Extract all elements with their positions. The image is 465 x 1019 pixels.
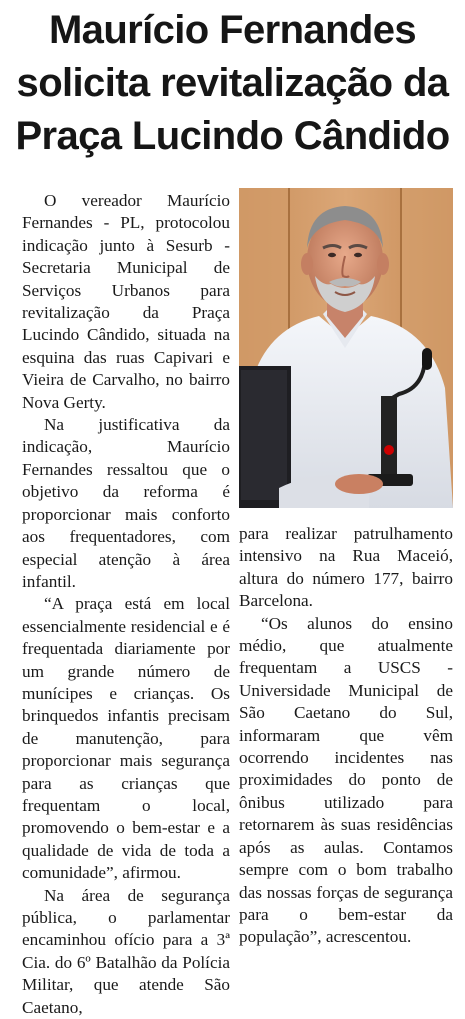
councilman-photo	[239, 188, 453, 508]
article-right-column	[239, 523, 453, 949]
paragraph-5: para realizar patrulhamento intensivo na Rua Maceió, altura do número 177, bairro Barcelona.	[239, 524, 453, 611]
headline	[0, 4, 465, 163]
article-left-column	[22, 190, 230, 1019]
headline-line-2: solicita revitalização da	[16, 61, 449, 105]
headline-line-3: Praça Lucindo Cândido	[15, 114, 450, 158]
paragraph-6: “Os alunos do ensino médio, que atualmente frequentam a USCS - Universidade Municipal de São Caetano do Sul, informaram que vêm ocorrendo incidentes nas proximidades do ponto de ônibus utilizado para retornarem às suas residências após as aulas. Contamos sempre com o bom trabalho das nossas forças de segurança para o bem-estar da população”, acrescentou.	[239, 613, 453, 947]
paragraph-2: Na justificativa da indicação, Maurício Fernandes ressaltou que o objetivo da reforma é proporcionar mais conforto aos frequentadores, com especial atenção à área infantil.	[22, 415, 230, 591]
headline-line-1: Maurício Fernandes	[48, 8, 417, 52]
paragraph-4: Na área de segurança pública, o parlamentar encaminhou ofício para a 3ª Cia. do 6º Batalhão da Polícia Militar, que atende São Caetano,	[22, 885, 230, 1017]
paragraph-3: “A praça está em local essencialmente residencial e é frequentada diariamente por um grande número de munícipes e crianças. Os brinquedos infantis precisam de manutenção, para proporcionar mais segurança para as crianças que frequentam o local, promovendo o bem-estar e a qualidade de vida de toda a comunidade”, afirmou.	[22, 594, 230, 883]
paragraph-1: O vereador Maurício Fernandes - PL, protocolou indicação junto à Sesurb - Secretaria Municipal de Serviços Urbanos para revitalização da Praça Lucindo Cândido, situada na esquina das ruas Capivari e Vieira de Carvalho, no bairro Nova Gerty.	[22, 191, 230, 412]
